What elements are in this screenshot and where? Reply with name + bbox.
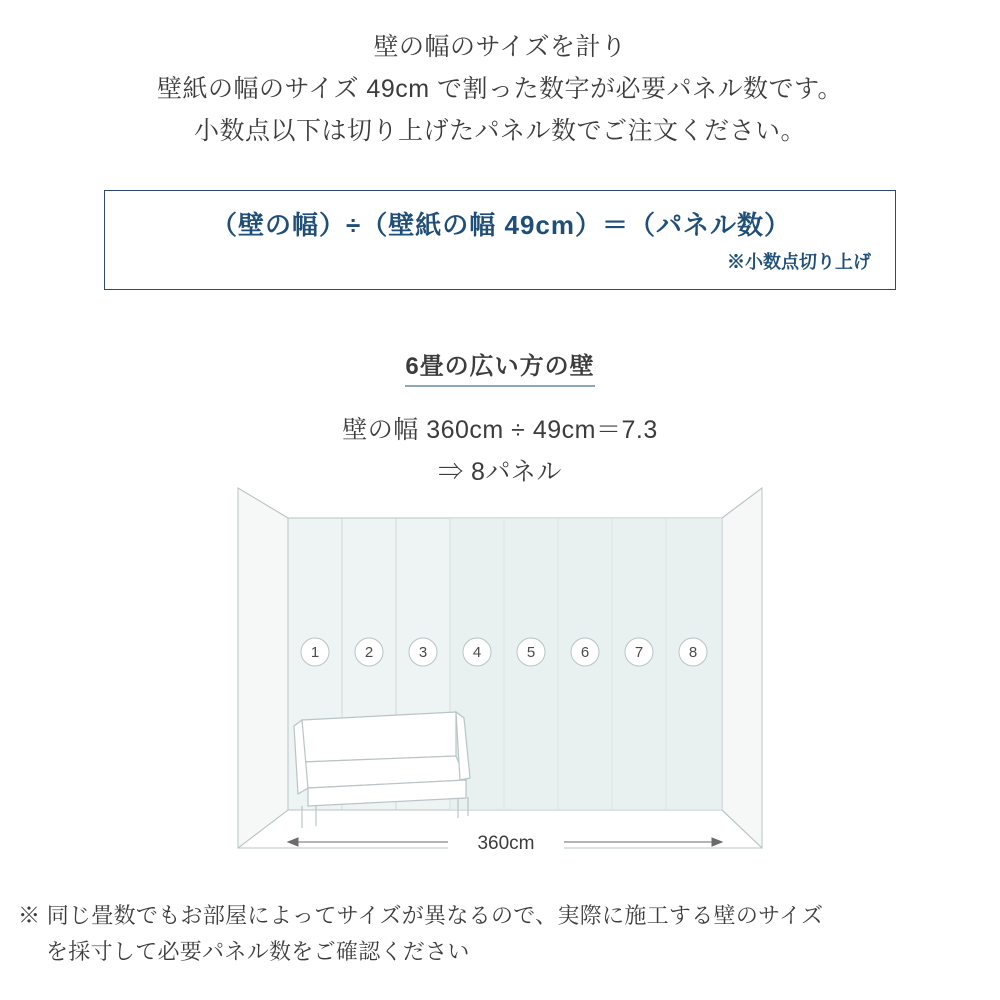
panel-number-label: 7 [634, 644, 644, 661]
panel-number-6 [571, 638, 599, 666]
panel-number-2 [355, 638, 383, 666]
section-title [0, 346, 1000, 387]
intro-line-1: 壁の幅のサイズを計り [373, 33, 627, 61]
width-dimension [288, 830, 722, 854]
formula-text: （壁の幅）÷（壁紙の幅 49cm）＝（パネル数） [211, 210, 791, 240]
footnote-line-1: ※ 同じ畳数でもお部屋によってサイズが異なるので、実際に施工する壁のサイズ [18, 903, 824, 928]
panel-number-label: 1 [310, 644, 320, 661]
panel-number-7 [625, 638, 653, 666]
footnote-line-2: を採寸して必要パネル数をご確認ください [46, 939, 470, 964]
panel-number-8 [679, 638, 707, 666]
formula-box [104, 190, 896, 290]
panel-number-label: 6 [580, 644, 590, 661]
panel-number-5 [517, 638, 545, 666]
panel-number-4 [463, 638, 491, 666]
intro-line-3: 小数点以下は切り上げたパネル数でご注文ください。 [193, 117, 806, 145]
panel-number-label: 8 [688, 644, 698, 661]
section-title-text: 6畳の広い方の壁 [405, 346, 594, 387]
panel-number-label: 4 [472, 644, 482, 661]
room-diagram [230, 480, 770, 870]
panel-number-3 [409, 638, 437, 666]
sofa-illustration [294, 712, 470, 828]
intro-text [0, 26, 1000, 152]
calc-line-1: 壁の幅 360cm ÷ 49cm＝7.3 [342, 416, 658, 444]
calc-line-2: ⇒ 8パネル [438, 458, 562, 486]
intro-line-2: 壁紙の幅のサイズ 49cm で割った数字が必要パネル数です。 [156, 75, 844, 103]
panel-number-label: 3 [418, 644, 428, 661]
footnote [18, 898, 986, 970]
panel-number-1 [301, 638, 329, 666]
panel-number-label: 5 [526, 644, 536, 661]
width-dimension-label: 360cm [477, 833, 535, 854]
formula-note: ※小数点切り上げ [727, 252, 871, 272]
panel-number-label: 2 [364, 644, 374, 661]
